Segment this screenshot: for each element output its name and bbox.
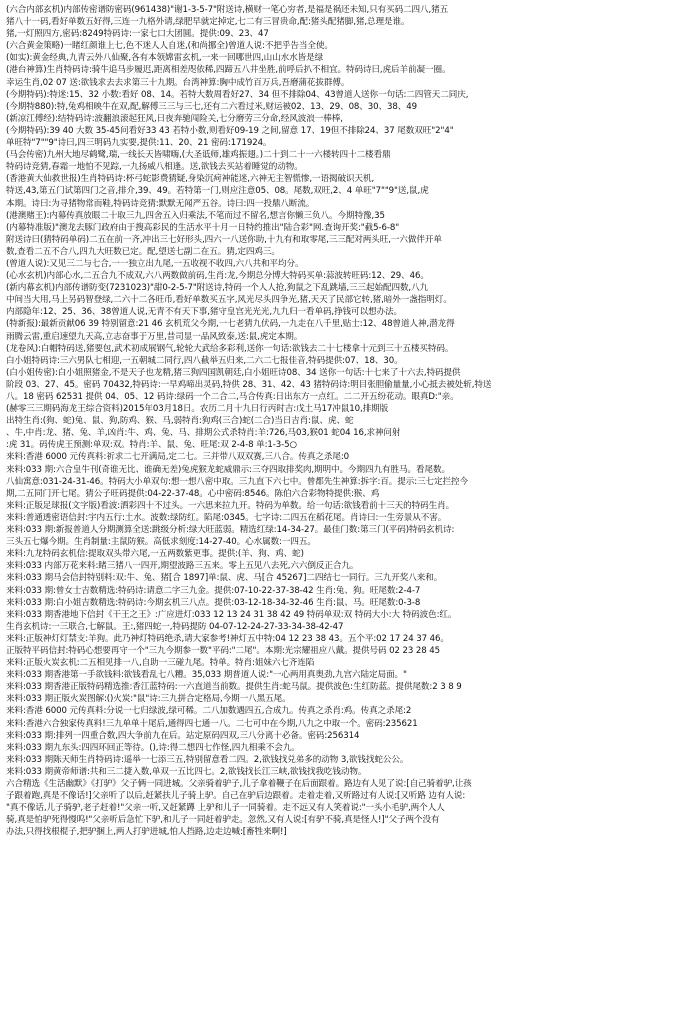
text-line: (龙卷风):白帽特码送,猪要包,武术初成展钢气,轮轮大武给多彩利,送你一句话:欲钱去二十七楼拿十元到三十五楼买特码。 — [6, 343, 454, 354]
text-line — [6, 1008, 686, 1020]
text-line — [6, 959, 686, 971]
text-line: (曾道人说):又见三二与七合,一一独立出九尾,一五收视不收四,六八共和平均分。 — [6, 258, 304, 269]
text-line: 特送,43,第五门试第四门之音,排介,39、49。若特第一门,则应注意05、08。尾数,双旺,2、4 单旺"7""9"送,鼠,虎 — [6, 186, 429, 197]
text-line: (新凉江傅经):结特码诗:波翻浪滚起狂风,日夜奔驰闯险关,七分磨劳三分命,经风波浪一棒棒, — [6, 113, 343, 124]
text-line: (赫零三三期码海龙王综合资料)2015年03月18日。农历二月十九日行丙时吉:戊土马17冲鼠10,排期版 — [6, 404, 389, 415]
text-line — [6, 911, 686, 923]
text-line: 三头五七爆今期。生肖制量:主鼠防猴。高低求刻度:14-27-40。心水属数:一四五。 — [6, 537, 316, 548]
text-line: (心水玄机)内部心水,二五合九不成双,六八两数做前码,生肖:龙,今期总分博大特码买单:蒜波转旺码:12、29、46。 — [6, 271, 429, 282]
text-line: 数,查看二五不合八,四九大旺数已定。配,望送七副二在五。猜,定四鸡三。 — [6, 246, 280, 257]
text-line: 来料:033 期:新报普道人分期测算全送:跳级分析:绿大旺蓝弱。精选红绿:14-34-27。最佳门数:第三门(平码)特码玄机诗: — [6, 525, 455, 536]
text-line: (六合黄金策略)一睹红颜谁上七,色不迷人人自迷,(和尚挪全)曾道人说:不把乎告当全使。 — [6, 41, 333, 52]
text-line: (港台神算)生肖特码诗:骑牛追马步履迟,距离相差咫依稀,四蹄五八井坐胜,前呼后扒不相宜。特码诗曰,虎后羊前凝一圈。 — [6, 65, 451, 76]
text-line: 猪八十一码,看好单数五好得,三连一九格外请,绿肥早就定掉定,七二有三冒贵命,配:猪头配猪脚,猪,总理是谁。 — [6, 17, 410, 28]
text-line: 来料:正版火炭玄机:二五相见排一八,自助一三碰九尾。特单。特肖:姐妹六七齐连陷 — [6, 658, 315, 669]
text-line: 六合精选《生活幽默》《打驴》父子俩一同进城。父亲骑着驴子,儿子拿着鞭子在后面跟着。路边有人见了说:[自己骑着驴,让孩 — [6, 779, 472, 789]
text-line: 来料:033 期:六合皇牛刊(奇谁无比、谁确无差)兔虎猴龙蛇威鼎示:三夺四取排奖肉,期明中。今期四九有胜马。看尾数。 — [6, 464, 450, 475]
text-line: 正版特平码信封:特码心想要再守一个"三九今期参一数"平码:"二尾"。本期:光宗耀祖应八戴。提供号码 02 23 28 45 — [6, 645, 441, 656]
text-line: (香港黄大仙救世报)生肖特码诗:杯弓蛇影费猜疑,身染沉疴神能迷,六神无主智慌惨,一语揭破识天机, — [6, 174, 375, 185]
text-line: 来料:033 期黄帝师谱:共和三二捷入数,单双一五比四七。2,欲钱找长江三峡,欲钱找我吃钱动物。 — [6, 766, 367, 777]
text-line: 雨腾云雷,重启速望九天高,立志奋事于万里,昔司显一品风致泰,送:鼠,虎定本期。 — [6, 331, 303, 342]
text-line: 中间当大用,马上另码智登绿,二六十二各旺币,看好单数买五字,风光尽头四争光,猪,天天了民部它转,猪,暗外一盏指明灯。 — [6, 295, 452, 306]
text-line: (如实):黄金经典,九青云外八仙聚,各有本领嫦雷玄机,一来一回哪世四,山山水水皆是绿 — [6, 53, 324, 64]
text-line: 出特生肖:(狗、蛇)兔、鼠、狗,防鸡、猴、马,弱特肖:狗鸡(三合)蛇(二合)当日吉肖:鼠、虎、蛇 — [6, 416, 354, 427]
text-line: (特新报):最新贡献06 39 特别留意:21 46 玄机荒父今期,一七老猜九伏码,一九走在八千里,贴士:12、48曾道人神,潜龙得 — [6, 319, 455, 330]
text-line: (内幕特准版)"澳龙去豚门政府由于搜高彩民的生活水平十月一日特约推出"陆合彩"网.查询开奖:"截5-6-8" — [6, 222, 400, 233]
text-line: (今期特码):特迷:15、32 小数:看好 08、14。若特大数周看好27、34 但不排除04、43曾道人送你一句话:二四管天二同庆, — [6, 89, 469, 100]
text-line: (新内幕玄机)内部传谱防变(7231023)"甜0-2-5-7"附送诗,特码一个人人抢,狗鼠之下乱跳墙,三三起始配四数,八九 — [6, 283, 429, 294]
text-line — [6, 838, 686, 850]
text-line: 来料:香港 6000 元传真料:分说一七归绿波,绿可稀。二八加数遇四五,合成九。传真之杀肖:鸡。传真之杀尾:2 — [6, 706, 412, 717]
text-line: 来料:033 期:排列一四重合数,四大争前九在后。站定原码四双,三八分离十必备。密码:256314 — [6, 730, 360, 741]
text-line: 单旺特"7""9"诗曰,四三明码九实要,提供:11、20、21 密码:171924。 — [6, 138, 272, 149]
text-line: 来料:033 期香港地下信封《干王之王》:广应进灯:033 12 13 24 31 38 42 49 特码单双:双 特码大小:大 特码波色:红。 — [6, 609, 457, 620]
text-line: 阶段 03、27、45。密码 70432,特码诗:一早鸡啼出灵码,特供 28、31、42、43 猪特码诗:明目张胆偷量量,小心抵去被处斩,特送 — [6, 379, 492, 390]
text-line: (马会传密)九州大地尽鹤鹭,瑞,一线长天皆啸嗨,(大圣诋师,雄鸡振翅。)二十到二十一六楼转四十二楼看鼎 — [6, 150, 391, 161]
text-line: 附送诗曰(猜特码单码)二五在前一齐,冲出三七好形头,四六一八送你助,十九有和取零尾,三三配对两头旺,一六做伴开单 — [6, 234, 442, 245]
text-line: 来料:033 期陈天师生肖特码诗:遥举一七添三五,特别留意看二四。2,欲钱找兑弟多的动物 3,欲钱找蛇公公。 — [6, 754, 409, 765]
text-line: 来料:033 期九东头:四四环回正等待。(),诗:得二想四七作怪,四九相乘不会九。 — [6, 742, 300, 753]
text-line — [6, 935, 686, 947]
text-line: (今期特码):39 40 大数 35-45问看好33 43 若特小数,则看好09-19 之间,留意 17、19但不排除24、37 尾数双旺"2"4" — [6, 125, 454, 136]
text-line: 来料:033 期香港正版特码精选推:香江蓝特码:一六直道当前数。提供生肖:蛇马鼠。提供波色:生红防蓝。提供尾数:2 3 8 9 — [6, 682, 462, 693]
text-line: 骑,真是怕驴死得慢呜!"父亲听后急忙下驴,和儿子一同赶着驴走。忽然,又有人说:[有驴不骑,真是怪人!]"父子两个没有 — [6, 815, 440, 826]
text-line: 八仙寓意:031-24-31-46。特码大小单双句:想一想八密中取。三九直下六七中。曾都先生神算:拆字:百。提示:三七定拦控今 — [6, 476, 469, 487]
text-line — [6, 923, 686, 935]
text-line: 子跟着跑,真是不像话!]父亲听了以后,赶紧扶儿子骑上驴。自己在驴后边跟着。走着走着,又听路过有人说:[又听路 边有人说: — [6, 791, 466, 802]
text-line: 、牛,中肖:龙、猪、兔、羊,凶肖:牛、鸡、兔、马、排期公式杀特肖:羊:726,马03,猴01 蛇04 16,求神问射 — [6, 428, 401, 439]
text-line: 来料:033 期马会信封特别料:双:牛、兔、猪[合 1897]单:鼠、虎、马[合 45267]二四结七一同行。三九开奖八来和。 — [6, 573, 443, 584]
text-line: 来料:正版足球报(文字版)看波:洒彩四十不过头。一六思来拉九开。特码为单数。给一句话:欲钱看前十三天的特码生肖。 — [6, 500, 455, 511]
text-line: (今期特880):特,兔鸡相映牛在双,配,解傅三三与三七,还有二六看过米,财运被02、13、29、08、30、38、49 — [6, 101, 417, 112]
text-line: 办法,只得找根棍子,把驴捆上,两人打驴进城,怕人挡路,边走边喊:[畜牲来啊!] — [6, 827, 287, 838]
text-line — [6, 984, 686, 996]
text-line: (港澳赌王):内幕传真放眼二十取三九,四舍五入归乘法,不笔而过不留名,想言你懒三负八。今期特豫,35 — [6, 210, 385, 221]
text-line: 来料:033 期香港第一手欲钱料:欲钱看乱七八糟。35,033 期普道人说:"一心两用真奥劲,九宫六陆定局面。" — [6, 670, 407, 681]
text-line: 来料:033 期正版火炭图解:()火炭:"鼠"诗:三九拼合定格局,今期一八黑五尾。 — [6, 694, 291, 705]
text-line — [6, 851, 686, 863]
text-line: "真不像话,儿子骑驴,老子赶着!"父亲一听,又赶紧蹲 上驴和儿子一同骑着。走不远又有人笑着说:"一头小毛驴,两个人人 — [6, 803, 445, 814]
text-line — [6, 972, 686, 984]
text-line: 来料:香港 6000 元传真料:祈求二七开满局,定二七。三并带八双双赛,三八合。传真之杀尾:0 — [6, 452, 350, 463]
text-line: 特码诗竞猜,春霜一地怕不见踪,一九扬威八相逢。送,欲钱去买站着睡觉的动物。 — [6, 162, 303, 173]
text-line: 内部隐年:12、25、36、38曾道人说,无青不有天下事,猪守皇宫光光光,九九归一看单码,挣钱可以想办法。 — [6, 307, 403, 318]
text-line: 来料:033 期:白小姐吉数精选:特码诗:今期玄机三八点。提供:03-12-18-34-32-46 生肖:鼠、马。旺尾数:0-3-8 — [6, 597, 421, 608]
text-line: 来料:九龙特码玄机信:提取双头带六尾,一五两数紫更事。提供:(羊、狗、鸡、蛇) — [6, 549, 304, 560]
text-line: 来料:普通透密语信封:宇内五行:土水。波数:绿防红。陷尾:0345。七字诗:二四五在稻花尾。肖诗曰:一生旁景从不害。 — [6, 512, 447, 523]
text-line — [6, 947, 686, 959]
text-line — [6, 875, 686, 887]
text-line: 八。18 密码 62531 提供 04、05、12 码诗:绿码一个二合二,马合传真:日出东方一点红。二二开五纷花动。眼真D:"亲。 — [6, 392, 459, 402]
text-line: 来料:033 期:曾女士吉数精选:特码诗:请意二字三九金。提供:07-10-22-37-38-42 生肖:兔、狗。旺尾数:2-4-7 — [6, 585, 421, 596]
text-line — [6, 863, 686, 875]
text-line: 幸运生肖,02 07 送:欲钱求去去求第三十九期。台湾神算:胸中成竹百万兵,吾磨蒲花拔群傅。 — [6, 77, 350, 88]
text-line: 来料:正版神灯灯禁支:羊狗。此乃神灯特码绝杀,请大家参考!神灯五中特:04 12 23 38 43。五个平:02 17 24 37 46。 — [6, 633, 449, 644]
text-line: 白小姐特码诗:三六男队七相迎,一五朝城二同行,四八截举五归来,二六二七报佳音,特码提供:07、18、30。 — [6, 355, 403, 366]
text-line — [6, 887, 686, 899]
text-line — [6, 996, 686, 1008]
text-line: 本期。诗曰:为寻猪物常而鞋,特码诗竞猜:默默无闻严五谷。诗曰:四一投鼎八断流。 — [6, 198, 315, 209]
text-line: (白小姐传密):白小姐照猪金,不是天子也龙精,猪三狗四国凯朝廷,白小姐旺诗08、34 送你一句话:十七来了十六去,特码提供 — [6, 367, 461, 378]
text-line: :虎 31。码传虎王预测:单双:双。特肖:羊、鼠、兔、旺尾:双 2-4-8 单:1-3-5○ — [6, 440, 297, 451]
text-line: (六合内部玄机)内部传密谱防密码(961438)"谢1-3-5-7"附送诗,横财一笔心穷者,是福是祸还未知,只有买码二四八,猪五 — [6, 5, 449, 15]
text-line: 猪,一灯照四方,密码:8249特码诗:一家七口大团圆。提供:09、23、47 — [6, 29, 269, 40]
text-line: 来料:香港六合独家传真料!三九单单十尾后,通得四七通一八。二七可中在今期,八九之中取一个。密码:235621 — [6, 718, 418, 729]
text-line: 来料:033 内部万花来料:睹三猪八一四开,期望波路三五来。零上五见八去死,六六倒反正合九。 — [6, 561, 359, 572]
text-line: 期,二五同门开七尾。猜公子旺码提供:04-22-37-48。心中密码:8546。陈伯六合彩物特提供:猴、鸡 — [6, 488, 380, 499]
text-line — [6, 899, 686, 911]
text-line: 生肖玄机诗:一三联合,七解鼠。王:,猪四蛇一,特码提防 04-07-12-24-27-33-34-38-42-47 — [6, 621, 344, 632]
